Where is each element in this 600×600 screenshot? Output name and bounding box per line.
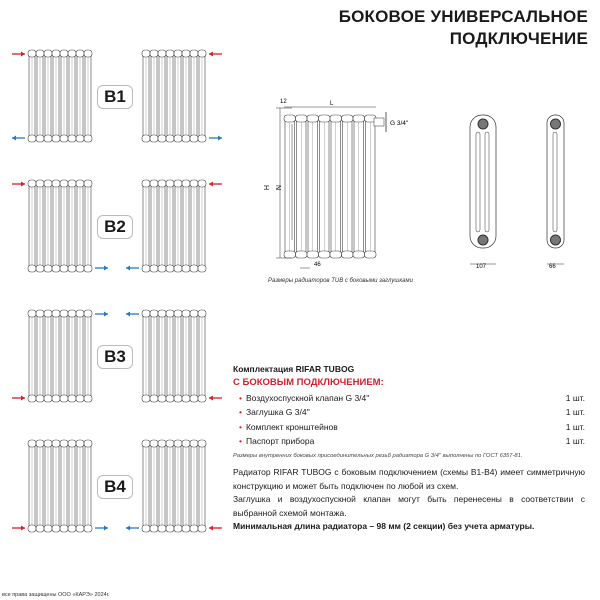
radiator-right: [142, 310, 206, 402]
kit-item-name: Комплект кронштейнов: [245, 421, 338, 432]
footer-copyright: все права защищены ООО «КАРЭ» 2024г.: [2, 592, 110, 598]
radiator-side-view-2col: [547, 115, 564, 270]
description: [233, 466, 585, 534]
title-line-1: БОКОВОЕ УНИВЕРСАЛЬНОЕ: [338, 7, 588, 26]
bullet-icon: •: [239, 421, 242, 432]
kit-item-name: Заглушка G 3/4'': [245, 407, 310, 417]
kit-item-qty: 1 шт.: [565, 421, 585, 432]
page-title: [339, 6, 588, 50]
kit-section: [233, 364, 585, 459]
return-arrow-icon: [12, 136, 25, 141]
kit-item: [233, 436, 585, 446]
dim-offset-label: 12: [280, 99, 287, 105]
dim-depth-3col: 107: [476, 264, 487, 270]
return-arrow-icon: [209, 136, 222, 141]
supply-arrow-icon: [12, 52, 25, 57]
return-arrow-icon: [95, 266, 108, 271]
kit-item-name: Воздухоспускной клапан G 3/4'': [245, 392, 370, 403]
title-line-2: ПОДКЛЮЧЕНИЕ: [449, 29, 588, 48]
radiator-right: [142, 440, 206, 532]
scheme-label: B1: [97, 85, 133, 109]
kit-heading: Комплектация RIFAR TUBOG: [233, 364, 355, 374]
scheme-label: B2: [97, 215, 133, 239]
supply-arrow-icon: [12, 182, 25, 187]
supply-arrow-icon: [209, 182, 222, 187]
scheme-label: B4: [97, 475, 133, 499]
return-arrow-icon: [126, 526, 139, 531]
description-p3: Минимальная длина радиатора – 98 мм (2 секции) без учета арматуры.: [233, 521, 535, 531]
bullet-icon: •: [239, 436, 242, 446]
radiator-left: [28, 50, 92, 142]
return-arrow-icon: [126, 312, 139, 317]
dim-height-label: H: [262, 185, 269, 191]
radiator-right: [142, 180, 206, 272]
dim-section-label: 46: [314, 262, 321, 268]
dimension-drawing: [240, 90, 600, 280]
description-p1: Радиатор RIFAR TUBOG с боковым подключением (схемы В1-В4) имеет симметричную конструкцию и может быть подключен по любой из схем.: [233, 467, 585, 491]
scheme-label: B3: [97, 345, 133, 369]
kit-item-qty: 1 шт.: [565, 436, 585, 446]
supply-arrow-icon: [209, 526, 222, 531]
supply-arrow-icon: [209, 52, 222, 57]
kit-item: [233, 393, 585, 403]
kit-item-name: Паспорт прибора: [245, 436, 315, 446]
radiator-side-view-3col: [470, 115, 496, 270]
radiator-left: [28, 310, 92, 402]
radiator-front-view: [284, 115, 376, 258]
dim-axis-label: N: [274, 185, 281, 191]
supply-arrow-icon: [12, 526, 25, 531]
radiator-left: [28, 440, 92, 532]
kit-subheading: С БОКОВЫМ ПОДКЛЮЧЕНИЕМ:: [233, 377, 384, 388]
bullet-icon: •: [239, 407, 242, 417]
radiator-right: [142, 50, 206, 142]
kit-item-qty: 1 шт.: [565, 407, 585, 417]
return-arrow-icon: [126, 266, 139, 271]
return-arrow-icon: [95, 312, 108, 317]
kit-note: Размеры внутренних боковых присоединительных резьб радиатора G 3/4'' выполнены по ГОСТ 6357-81.: [233, 453, 523, 459]
kit-item: [233, 407, 585, 417]
supply-arrow-icon: [12, 396, 25, 401]
drawing-caption: Размеры радиаторов TUB с боковыми заглушками: [268, 278, 413, 284]
bullet-icon: •: [239, 392, 242, 403]
kit-item: [233, 422, 585, 432]
supply-arrow-icon: [209, 396, 222, 401]
dim-depth-2col: 66: [549, 264, 556, 270]
kit-item-qty: 1 шт.: [565, 392, 585, 403]
return-arrow-icon: [95, 526, 108, 531]
dim-length-label: L: [330, 101, 334, 107]
radiator-left: [28, 180, 92, 272]
description-p2: Заглушка и воздухоспускной клапан могут быть перенесены в соответствии с выбранной схемой монтажа.: [233, 494, 585, 518]
thread-label: G 3/4'': [390, 120, 409, 127]
